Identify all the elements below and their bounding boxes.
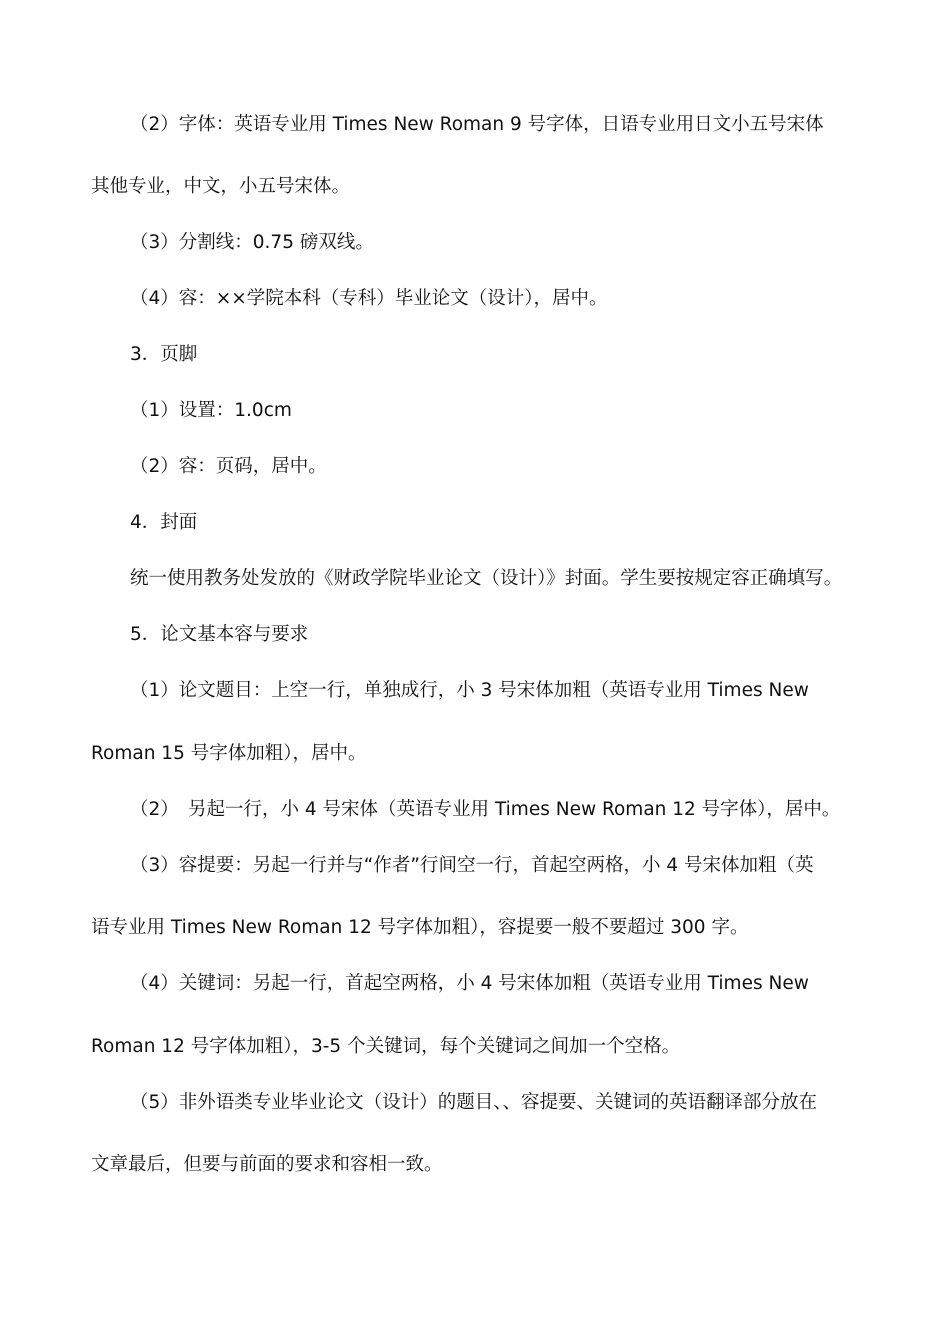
para-line-7: （2）容：页码，居中。 <box>130 456 327 477</box>
section-heading-content: 5．论文基本容与要求 <box>130 624 309 645</box>
para-line-9: 统一使用教务处发放的《财政学院毕业论文（设计）》封面。学生要按规定容正确填写。 <box>130 568 843 589</box>
para-line-12: Roman 15 号字体加粗），居中。 <box>91 743 367 764</box>
para-line-17: Roman 12 号字体加粗），3-5 个关键词，每个关键词之间加一个空格。 <box>91 1036 681 1057</box>
section-heading-cover: 4．封面 <box>130 512 198 533</box>
para-line-2: 其他专业，中文，小五号宋体。 <box>91 176 351 197</box>
para-line-11: （1）论文题目：上空一行，单独成行，小 3 号宋体加粗（英语专业用 Times New <box>130 680 809 701</box>
para-line-18: （5）非外语类专业毕业论文（设计）的题目、、容提要、关键词的英语翻译部分放在 <box>130 1092 818 1113</box>
para-line-4: （4）容：××学院本科（专科）毕业论文（设计），居中。 <box>130 288 608 309</box>
para-line-13: （2） 另起一行，小 4 号宋体（英语专业用 Times New Roman 12 号字体），居中。 <box>130 799 841 820</box>
para-line-14: （3）容提要：另起一行并与“作者”行间空一行，首起空两格，小 4 号宋体加粗（英 <box>130 855 814 876</box>
para-line-1: （2）字体：英语专业用 Times New Roman 9 号字体，日语专业用日文小五号宋体 <box>130 114 824 135</box>
para-line-15: 语专业用 Times New Roman 12 号字体加粗），容提要一般不要超过 300 字。 <box>91 917 749 938</box>
para-line-6: （1）设置：1.0cm <box>130 400 292 421</box>
para-line-16: （4）关键词：另起一行，首起空两格，小 4 号宋体加粗（英语专业用 Times New <box>130 973 809 994</box>
section-heading-footer: 3．页脚 <box>130 344 198 365</box>
para-line-3: （3）分割线：0.75 磅双线。 <box>130 232 374 253</box>
para-line-19: 文章最后，但要与前面的要求和容相一致。 <box>91 1154 443 1175</box>
